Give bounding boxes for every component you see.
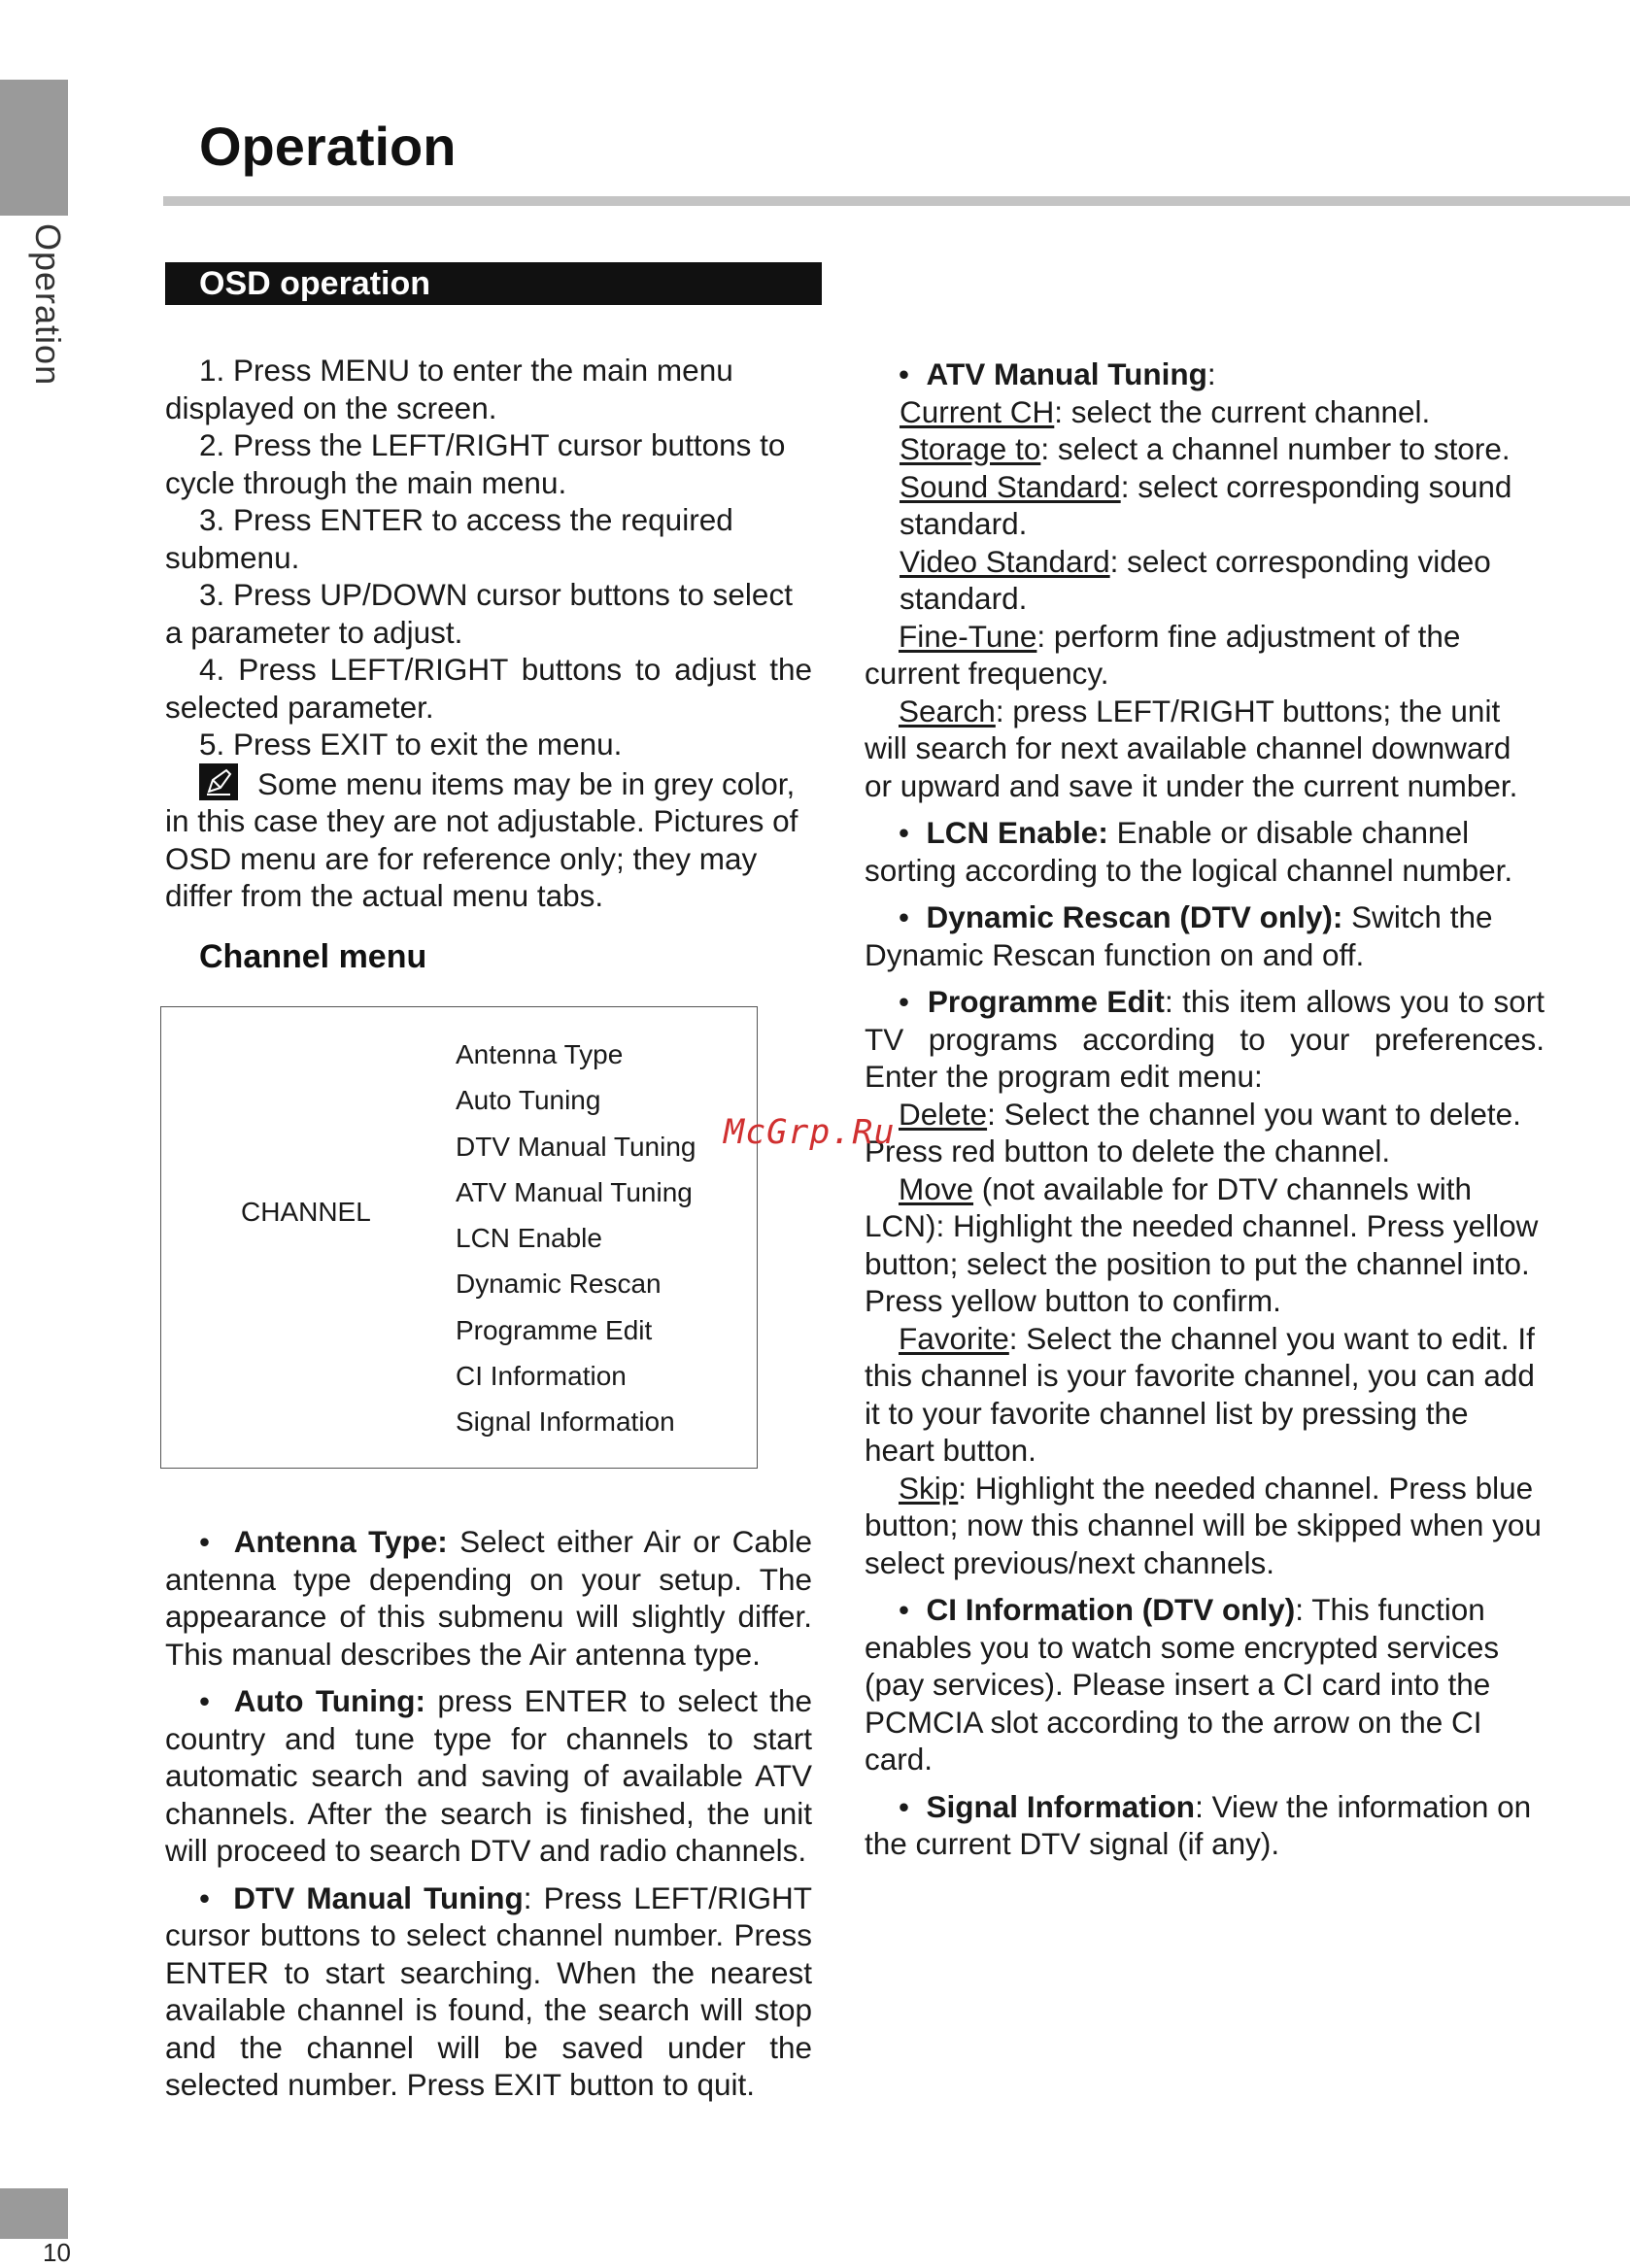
antenna-type-text: Select either Air or Cable antenna type depending on your setup. The appearance of this submenu will slightly differ. This manual describes the Air antenna type. [165, 1524, 812, 1672]
title-divider [163, 196, 1630, 206]
programme-field-favorite [865, 1320, 1545, 1470]
field-text: : select a channel number to store. [1040, 431, 1511, 466]
left-descriptions [165, 1523, 812, 2114]
watermark-text: McGrp.Ru [724, 1113, 896, 1152]
atv-colon: : [1206, 356, 1216, 391]
menu-item: LCN Enable [456, 1223, 602, 1254]
field-text: : Select the channel you want to delete. Press red button to delete the channel. [865, 1096, 1521, 1168]
menu-item: Dynamic Rescan [456, 1269, 662, 1300]
lcn-enable-text: Enable or disable channel sorting according to the logical channel number. [865, 815, 1513, 888]
field-term: Storage to [900, 431, 1041, 466]
right-column [865, 355, 1545, 1863]
programme-field-move [865, 1170, 1545, 1320]
step-4: 3. Press UP/DOWN cursor buttons to select a parameter to adjust. [165, 577, 793, 650]
atv-field-video-standard [865, 543, 1545, 618]
field-term: Search [899, 693, 996, 728]
note-text: Some menu items may be in grey color, in this case they are not adjustable. Pictures of OSD menu are for reference only; they may differ from the actual menu tabs. [165, 765, 798, 913]
atv-field-storage-to [865, 430, 1545, 468]
field-term: Video Standard [900, 543, 1110, 579]
dynamic-rescan-item: • Dynamic Rescan (DTV only): Switch the Dynamic Rescan function on and off. [865, 899, 1493, 972]
atv-field-current-ch [865, 393, 1545, 431]
atv-field-fine-tune [865, 618, 1545, 693]
menu-item: Signal Information [456, 1406, 675, 1438]
antenna-type-item: • Antenna Type: Select either Air or Cable antenna type depending on your setup. The appearance of this submenu will slightly differ. This manual describes the Air antenna type. [165, 1524, 812, 1672]
channel-menu-items [456, 1032, 696, 1445]
antenna-type-title: Antenna Type: [233, 1524, 448, 1559]
atv-manual-tuning-title: ATV Manual Tuning [926, 356, 1207, 391]
programme-edit-item: • Programme Edit: this item allows you to sort TV programs according to your preferences. Enter the program edit menu: [865, 984, 1545, 1094]
side-tab-marker [0, 80, 68, 216]
signal-information-item: • Signal Information: View the information on the current DTV signal (if any). [865, 1788, 1532, 1861]
menu-item: CI Information [456, 1361, 627, 1392]
channel-menu-label: CHANNEL [241, 1197, 371, 1227]
menu-item: Antenna Type [456, 1039, 624, 1069]
step-3: 3. Press ENTER to access the required submenu. [165, 502, 733, 575]
menu-item: DTV Manual Tuning [456, 1131, 696, 1162]
dtv-manual-tuning-item: • DTV Manual Tuning: Press LEFT/RIGHT cursor buttons to select channel number. Press ENTER to start searching. When the nearest available channel is found, the search will stop and the channel will be saved under the selected number. Press EXIT button to quit. [165, 1879, 812, 2102]
signal-information-title: Signal Information [926, 1788, 1196, 1824]
auto-tuning-item: • Auto Tuning: press ENTER to select the country and tune type for channels to start automatic search and saving of available ATV channels. After the search is finished, the unit will proceed to search DTV and radio channels. [165, 1683, 812, 1868]
programme-edit-title: Programme Edit [927, 984, 1165, 1019]
field-text: : perform fine adjustment of the current frequency. [865, 618, 1461, 691]
menu-item: ATV Manual Tuning [456, 1176, 693, 1207]
field-term: Sound Standard [900, 468, 1121, 504]
field-text: : select corresponding video standard. [900, 543, 1491, 616]
field-text: : Select the channel you want to edit. If this channel is your favorite channel, you can add it to your favorite channel list by pressing the heart button. [865, 1320, 1535, 1468]
auto-tuning-text: press ENTER to select the country and tune type for channels to start automatic search and saving of available ATV channels. After the search is finished, the unit will proceed to search DTV and radio channels. [165, 1683, 812, 1868]
page-number: 10 [43, 2238, 71, 2267]
channel-menu-heading: Channel menu [199, 938, 427, 975]
steps-block [165, 352, 812, 915]
section-heading: OSD operation [165, 262, 822, 305]
dynamic-rescan-text: Switch the Dynamic Rescan function on and off. [865, 899, 1493, 972]
field-text: : select the current channel. [1054, 393, 1431, 429]
dynamic-rescan-title: Dynamic Rescan (DTV only): [926, 899, 1343, 934]
auto-tuning-title: Auto Tuning: [233, 1683, 425, 1718]
note-paragraph [165, 763, 812, 915]
atv-field-sound-standard [865, 468, 1545, 543]
menu-item: Programme Edit [456, 1314, 653, 1345]
lcn-enable-item: • LCN Enable: Enable or disable channel sorting according to the logical channel number. [865, 815, 1513, 888]
ci-information-item: • CI Information (DTV only): This function enables you to watch some encrypted services (pay services). Please insert a CI card into the PCMCIA slot according to the arrow on the CI card. [865, 1592, 1500, 1777]
field-term: Fine-Tune [899, 618, 1037, 654]
dtv-manual-tuning-title: DTV Manual Tuning [233, 1879, 524, 1915]
field-text: : Highlight the needed channel. Press blue button; now this channel will be skipped when you select previous/next channels. [865, 1470, 1542, 1580]
side-section-label: Operation [28, 223, 68, 387]
step-6: 5. Press EXIT to exit the menu. [199, 727, 623, 762]
step-1: 1. Press MENU to enter the main menu displayed on the screen. [165, 353, 733, 425]
ci-information-text: : This function enables you to watch some encrypted services (pay services). Please insert a CI card into the PCMCIA slot according to the arrow on the CI card. [865, 1592, 1500, 1777]
signal-information-text: : View the information on the current DTV signal (if any). [865, 1788, 1532, 1861]
field-term: Current CH [900, 393, 1055, 429]
field-text: : select corresponding sound standard. [900, 468, 1512, 541]
programme-field-delete [865, 1096, 1545, 1170]
menu-item: Auto Tuning [456, 1085, 601, 1116]
programme-edit-text: : this item allows you to sort TV programs according to your preferences. Enter the program edit menu: [865, 984, 1545, 1094]
lcn-enable-title: LCN Enable: [926, 815, 1108, 850]
note-icon [199, 763, 238, 800]
ci-information-title: CI Information (DTV only) [926, 1592, 1296, 1627]
atv-manual-tuning-item: • ATV Manual Tuning: [899, 356, 1216, 391]
atv-field-search [865, 693, 1545, 805]
dtv-manual-tuning-text: : Press LEFT/RIGHT cursor buttons to select channel number. Press ENTER to start searching. When the nearest available channel is found, the search will stop and the channel will be saved under the selected number. Press EXIT button to quit. [165, 1879, 812, 2102]
programme-field-skip [865, 1470, 1545, 1582]
field-term: Delete [899, 1096, 988, 1132]
page-title: Operation [199, 116, 457, 177]
field-term: Favorite [899, 1320, 1009, 1356]
field-text: (not available for DTV channels with LCN): Highlight the needed channel. Press yellow button; select the position to put the channel into. Press yellow button to confirm. [865, 1170, 1539, 1318]
field-term: Skip [899, 1470, 959, 1506]
field-term: Move [899, 1170, 974, 1206]
field-text: : press LEFT/RIGHT buttons; the unit will search for next available channel downward or upward and save it under the current number. [865, 693, 1518, 803]
page-tab-marker [0, 2188, 68, 2239]
step-5: 4. Press LEFT/RIGHT buttons to adjust the selected parameter. [165, 652, 812, 725]
step-2: 2. Press the LEFT/RIGHT cursor buttons to cycle through the main menu. [165, 427, 786, 500]
